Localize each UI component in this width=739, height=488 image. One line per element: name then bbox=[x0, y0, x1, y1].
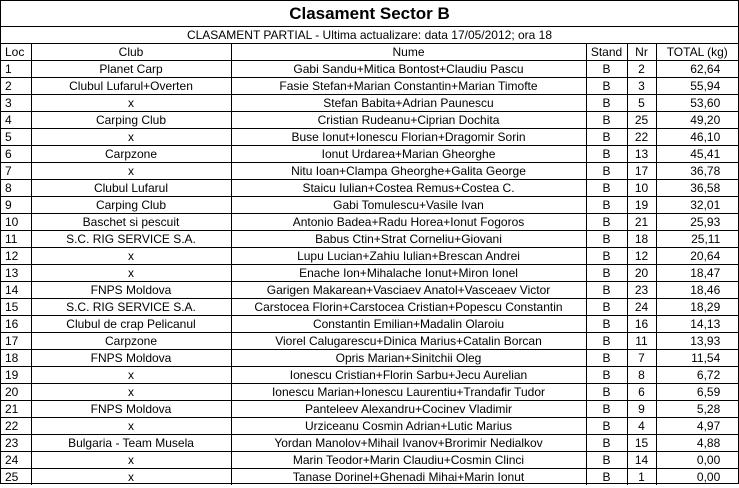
cell-nume: Carstocea Florin+Carstocea Cristian+Popescu Constantin bbox=[231, 299, 586, 316]
cell-club: S.C. RIG SERVICE S.A. bbox=[31, 231, 231, 248]
total-value: 20,64 bbox=[690, 249, 721, 263]
cell-loc: 20 bbox=[1, 384, 31, 401]
table-row bbox=[1, 299, 738, 316]
cell-total bbox=[656, 282, 738, 299]
cell-stand: B bbox=[586, 214, 627, 231]
table-row bbox=[1, 401, 738, 418]
cell-nr: 20 bbox=[627, 265, 656, 282]
cell-nume: Tanase Dorinel+Ghenadi Mihai+Marin Ionut bbox=[231, 469, 586, 486]
cell-loc: 7 bbox=[1, 163, 31, 180]
cell-club: Clubul Lufarul+Overten bbox=[31, 78, 231, 95]
header-nr: Nr bbox=[627, 44, 656, 61]
cell-club: Carping Club bbox=[31, 197, 231, 214]
cell-total bbox=[656, 316, 738, 333]
cell-nume: Antonio Badea+Radu Horea+Ionut Fogoros bbox=[231, 214, 586, 231]
cell-loc: 8 bbox=[1, 180, 31, 197]
table-header-row bbox=[1, 44, 738, 61]
cell-club: Clubul de crap Pelicanul bbox=[31, 316, 231, 333]
total-value: 46,10 bbox=[690, 130, 721, 144]
cell-club: x bbox=[31, 452, 231, 469]
table-row bbox=[1, 418, 738, 435]
cell-nr: 7 bbox=[627, 350, 656, 367]
total-value: 25,93 bbox=[690, 215, 721, 229]
total-value: 25,11 bbox=[691, 232, 721, 246]
cell-stand: B bbox=[586, 129, 627, 146]
cell-nr: 4 bbox=[627, 418, 656, 435]
cell-loc: 3 bbox=[1, 95, 31, 112]
cell-nume: Ionescu Marian+Ionescu Laurentiu+Trandafir Tudor bbox=[231, 384, 586, 401]
cell-club: S.C. RIG SERVICE S.A. bbox=[31, 299, 231, 316]
cell-loc: 21 bbox=[1, 401, 31, 418]
cell-nume: Lupu Lucian+Zahiu Iulian+Brescan Andrei bbox=[231, 248, 586, 265]
table-row bbox=[1, 384, 738, 401]
cell-club: x bbox=[31, 418, 231, 435]
cell-total bbox=[656, 197, 738, 214]
cell-stand: B bbox=[586, 469, 627, 486]
cell-stand: B bbox=[586, 401, 627, 418]
cell-stand: B bbox=[586, 299, 627, 316]
cell-nr: 24 bbox=[627, 299, 656, 316]
table-row bbox=[1, 146, 738, 163]
cell-stand: B bbox=[586, 146, 627, 163]
total-value: 6,59 bbox=[696, 385, 721, 399]
cell-club: Planet Carp bbox=[31, 61, 231, 78]
cell-total bbox=[656, 112, 738, 129]
cell-nume: Babus Ctin+Strat Corneliu+Giovani bbox=[231, 231, 586, 248]
cell-nr: 5 bbox=[627, 95, 656, 112]
cell-loc: 19 bbox=[1, 367, 31, 384]
cell-club: Carping Club bbox=[31, 112, 231, 129]
cell-stand: B bbox=[586, 367, 627, 384]
cell-nr: 14 bbox=[627, 452, 656, 469]
cell-nume: Viorel Calugarescu+Dinica Marius+Catalin Borcan bbox=[231, 333, 586, 350]
cell-club: x bbox=[31, 248, 231, 265]
total-value: 4,88 bbox=[696, 436, 721, 450]
cell-nr: 10 bbox=[627, 180, 656, 197]
total-value: 55,94 bbox=[690, 79, 721, 93]
cell-loc: 13 bbox=[1, 265, 31, 282]
cell-nr: 13 bbox=[627, 146, 656, 163]
cell-loc: 16 bbox=[1, 316, 31, 333]
cell-nume: Gabi Tomulescu+Vasile Ivan bbox=[231, 197, 586, 214]
header-nume: Nume bbox=[231, 44, 586, 61]
total-value: 0,00 bbox=[696, 470, 721, 484]
cell-nume: Ionut Urdarea+Marian Gheorghe bbox=[231, 146, 586, 163]
cell-total bbox=[656, 163, 738, 180]
cell-total bbox=[656, 299, 738, 316]
cell-loc: 24 bbox=[1, 452, 31, 469]
table-row bbox=[1, 129, 738, 146]
cell-club: x bbox=[31, 129, 231, 146]
cell-loc: 15 bbox=[1, 299, 31, 316]
cell-nume: Stefan Babita+Adrian Paunescu bbox=[231, 95, 586, 112]
cell-nume: Cristian Rudeanu+Ciprian Dochita bbox=[231, 112, 586, 129]
cell-club: FNPS Moldova bbox=[31, 350, 231, 367]
table-row bbox=[1, 95, 738, 112]
cell-stand: B bbox=[586, 231, 627, 248]
cell-nr: 21 bbox=[627, 214, 656, 231]
cell-stand: B bbox=[586, 95, 627, 112]
cell-nume: Panteleev Alexandru+Cocinev Vladimir bbox=[231, 401, 586, 418]
cell-total bbox=[656, 333, 738, 350]
cell-loc: 17 bbox=[1, 333, 31, 350]
table-row bbox=[1, 282, 738, 299]
cell-nr: 9 bbox=[627, 401, 656, 418]
cell-club: x bbox=[31, 265, 231, 282]
cell-stand: B bbox=[586, 282, 627, 299]
cell-nr: 2 bbox=[627, 61, 656, 78]
cell-club: x bbox=[31, 469, 231, 486]
cell-nume: Garigen Makarean+Vasciaev Anatol+Vasceaev Victor bbox=[231, 282, 586, 299]
cell-club: Carpzone bbox=[31, 333, 231, 350]
cell-nr: 22 bbox=[627, 129, 656, 146]
table-row bbox=[1, 248, 738, 265]
total-value: 45,41 bbox=[690, 147, 721, 161]
cell-total bbox=[656, 61, 738, 78]
cell-club: FNPS Moldova bbox=[31, 401, 231, 418]
cell-club: Carpzone bbox=[31, 146, 231, 163]
table-row bbox=[1, 469, 738, 486]
total-value: 5,28 bbox=[696, 402, 721, 416]
cell-stand: B bbox=[586, 112, 627, 129]
cell-nr: 11 bbox=[627, 333, 656, 350]
cell-nume: Enache Ion+Mihalache Ionut+Miron Ionel bbox=[231, 265, 586, 282]
header-club: Club bbox=[31, 44, 231, 61]
cell-nume: Buse Ionut+Ionescu Florian+Dragomir Sorin bbox=[231, 129, 586, 146]
table-row bbox=[1, 163, 738, 180]
cell-nr: 15 bbox=[627, 435, 656, 452]
cell-stand: B bbox=[586, 61, 627, 78]
cell-nume: Fasie Stefan+Marian Constantin+Marian Timofte bbox=[231, 78, 586, 95]
cell-nr: 8 bbox=[627, 367, 656, 384]
cell-nume: Ionescu Cristian+Florin Sarbu+Jecu Aurelian bbox=[231, 367, 586, 384]
total-value: 18,29 bbox=[690, 300, 721, 314]
cell-nr: 12 bbox=[627, 248, 656, 265]
total-value: 62,64 bbox=[690, 62, 721, 76]
cell-club: x bbox=[31, 384, 231, 401]
cell-club: x bbox=[31, 163, 231, 180]
cell-loc: 10 bbox=[1, 214, 31, 231]
table-row bbox=[1, 112, 738, 129]
table-row bbox=[1, 61, 738, 78]
cell-stand: B bbox=[586, 350, 627, 367]
cell-total bbox=[656, 350, 738, 367]
page-subtitle: CLASAMENT PARTIAL - Ultima actualizare: data 17/05/2012; ora 18 bbox=[1, 27, 738, 44]
cell-total bbox=[656, 418, 738, 435]
cell-loc: 12 bbox=[1, 248, 31, 265]
cell-stand: B bbox=[586, 163, 627, 180]
cell-loc: 5 bbox=[1, 129, 31, 146]
cell-stand: B bbox=[586, 384, 627, 401]
cell-total bbox=[656, 401, 738, 418]
cell-nume: Marin Teodor+Marin Claudiu+Cosmin Clinci bbox=[231, 452, 586, 469]
cell-nr: 19 bbox=[627, 197, 656, 214]
total-value: 36,78 bbox=[690, 164, 721, 178]
table-row bbox=[1, 435, 738, 452]
cell-loc: 18 bbox=[1, 350, 31, 367]
cell-loc: 25 bbox=[1, 469, 31, 486]
cell-nr: 3 bbox=[627, 78, 656, 95]
cell-stand: B bbox=[586, 333, 627, 350]
total-value: 14,13 bbox=[690, 317, 721, 331]
cell-stand: B bbox=[586, 316, 627, 333]
table-row bbox=[1, 265, 738, 282]
cell-total bbox=[656, 231, 738, 248]
cell-nr: 16 bbox=[627, 316, 656, 333]
cell-loc: 4 bbox=[1, 112, 31, 129]
cell-stand: B bbox=[586, 418, 627, 435]
cell-loc: 2 bbox=[1, 78, 31, 95]
cell-stand: B bbox=[586, 78, 627, 95]
cell-total bbox=[656, 452, 738, 469]
cell-loc: 9 bbox=[1, 197, 31, 214]
cell-club: x bbox=[31, 367, 231, 384]
total-value: 13,93 bbox=[690, 334, 721, 348]
cell-total bbox=[656, 95, 738, 112]
cell-loc: 11 bbox=[1, 231, 31, 248]
cell-total bbox=[656, 384, 738, 401]
cell-loc: 22 bbox=[1, 418, 31, 435]
header-loc: Loc bbox=[1, 44, 31, 61]
total-value: 11,54 bbox=[691, 351, 721, 365]
table-row bbox=[1, 78, 738, 95]
table-row bbox=[1, 180, 738, 197]
cell-nr: 6 bbox=[627, 384, 656, 401]
total-value: 53,60 bbox=[690, 96, 721, 110]
total-value: 18,47 bbox=[690, 266, 721, 280]
cell-nr: 1 bbox=[627, 469, 656, 486]
cell-loc: 1 bbox=[1, 61, 31, 78]
cell-nume: Gabi Sandu+Mitica Bontost+Claudiu Pascu bbox=[231, 61, 586, 78]
total-value: 4,97 bbox=[696, 419, 721, 433]
cell-nr: 25 bbox=[627, 112, 656, 129]
table-row bbox=[1, 333, 738, 350]
cell-total bbox=[656, 214, 738, 231]
cell-nr: 23 bbox=[627, 282, 656, 299]
cell-nume: Nitu Ioan+Clampa Gheorghe+Galita George bbox=[231, 163, 586, 180]
total-value: 18,46 bbox=[690, 283, 721, 297]
cell-total bbox=[656, 469, 738, 486]
cell-total bbox=[656, 367, 738, 384]
total-value: 0,00 bbox=[696, 453, 721, 467]
cell-stand: B bbox=[586, 248, 627, 265]
ranking-table bbox=[1, 44, 738, 485]
cell-stand: B bbox=[586, 180, 627, 197]
table-row bbox=[1, 231, 738, 248]
page-title: Clasament Sector B bbox=[1, 1, 738, 27]
cell-nume: Opris Marian+Sinitchii Oleg bbox=[231, 350, 586, 367]
header-total: TOTAL (kg) bbox=[656, 44, 738, 61]
table-row bbox=[1, 367, 738, 384]
cell-club: x bbox=[31, 95, 231, 112]
cell-total bbox=[656, 248, 738, 265]
cell-nume: Staicu Iulian+Costea Remus+Costea C. bbox=[231, 180, 586, 197]
cell-club: Bulgaria - Team Musela bbox=[31, 435, 231, 452]
cell-nr: 17 bbox=[627, 163, 656, 180]
total-value: 36,58 bbox=[690, 181, 721, 195]
header-stand: Stand bbox=[586, 44, 627, 61]
cell-stand: B bbox=[586, 265, 627, 282]
total-value: 49,20 bbox=[690, 113, 721, 127]
cell-club: Clubul Lufarul bbox=[31, 180, 231, 197]
table-row bbox=[1, 316, 738, 333]
table-row bbox=[1, 452, 738, 469]
cell-loc: 14 bbox=[1, 282, 31, 299]
cell-nr: 18 bbox=[627, 231, 656, 248]
cell-club: FNPS Moldova bbox=[31, 282, 231, 299]
cell-total bbox=[656, 146, 738, 163]
table-row bbox=[1, 197, 738, 214]
cell-total bbox=[656, 129, 738, 146]
cell-total bbox=[656, 435, 738, 452]
table-row bbox=[1, 350, 738, 367]
total-value: 32,01 bbox=[690, 198, 721, 212]
cell-total bbox=[656, 265, 738, 282]
cell-stand: B bbox=[586, 452, 627, 469]
cell-nume: Urziceanu Cosmin Adrian+Lutic Marius bbox=[231, 418, 586, 435]
cell-club: Baschet si pescuit bbox=[31, 214, 231, 231]
cell-nume: Constantin Emilian+Madalin Olaroiu bbox=[231, 316, 586, 333]
cell-nume: Yordan Manolov+Mihail Ivanov+Brorimir Nedialkov bbox=[231, 435, 586, 452]
cell-stand: B bbox=[586, 435, 627, 452]
cell-total bbox=[656, 78, 738, 95]
table-row bbox=[1, 214, 738, 231]
cell-stand: B bbox=[586, 197, 627, 214]
total-value: 6,72 bbox=[696, 368, 721, 382]
cell-total bbox=[656, 180, 738, 197]
cell-loc: 6 bbox=[1, 146, 31, 163]
cell-loc: 23 bbox=[1, 435, 31, 452]
